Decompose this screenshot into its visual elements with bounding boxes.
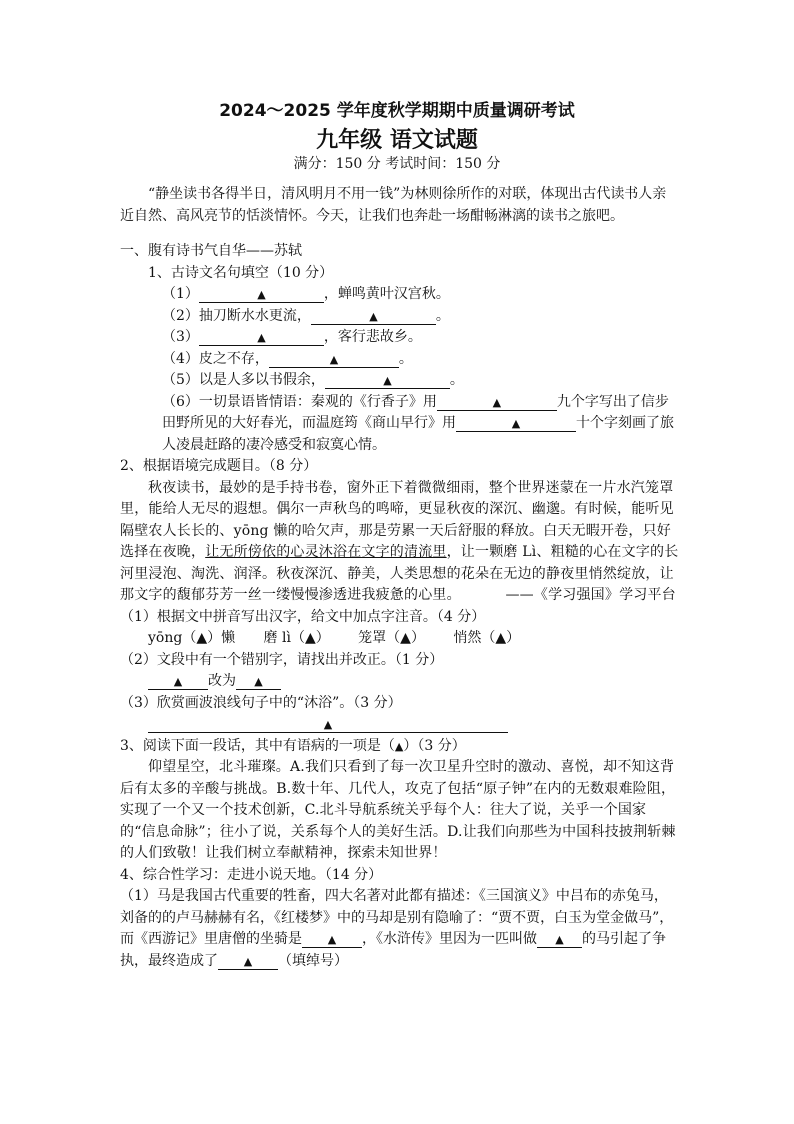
- q1-title: 1、古诗文名句填空（10 分）: [148, 264, 334, 281]
- q4-1-blank-1[interactable]: ▲: [302, 933, 362, 948]
- q1-item-3-blank[interactable]: ▲: [199, 331, 324, 346]
- q1-item-2-post: 。: [435, 307, 450, 324]
- q2-passage-b: ，让一颗磨 Lì、粗糙的心在文字的长河里浸泡、淘洗、润泽。秋夜深沉、静美，人类思想的花朵在无边的静夜里悄然绽放，让那文字的馥郁芬芳一丝一缕慢慢渗透进我疲惫的心里。: [120, 544, 679, 603]
- q1-item-5-blank[interactable]: ▲: [325, 374, 450, 389]
- q3-passage: 仰望星空，北斗璀璨。A.我们只看到了每一次卫星升空时的激动、喜悦，却不知这背后有太多的辛酸与挑战。B.数十年、几代人，攻克了包括“原子钟”在内的无数艰难险阻，实现了一个又一个技术创新，C.北斗导航系统关乎每个人：往大了说，关乎一个国家的“信息命脉”；往小了说，关系每个人的美好生活。D.让我们向那些为中国科技披荆斩棘的人们致敬！让我们树立奉献精神，探索未知世界！: [120, 759, 676, 861]
- exam-body: [120, 178, 680, 972]
- q1-item-1-pre: （1）: [162, 286, 199, 302]
- q2-passage: [120, 478, 680, 607]
- q2-3: （3）欣赏画波浪线句子中的“沐浴”。（3 分）: [120, 694, 402, 711]
- q4-1-text-d: （填绰号）: [278, 952, 348, 969]
- q2-2: （2）文段中有一个错别字，请找出并改正。（1 分）: [120, 651, 444, 668]
- q1-item-2-blank[interactable]: ▲: [311, 310, 436, 325]
- q1-item-6-blank-2[interactable]: ▲: [456, 417, 576, 432]
- q2-1: （1）根据文中拼音写出汉字，给文中加点字注音。（4 分）: [120, 608, 486, 625]
- q4-1-blank-3[interactable]: ▲: [218, 955, 278, 970]
- q1-item-4-post: 。: [398, 350, 413, 367]
- q2-1-option-qiao[interactable]: 悄然（▲）: [453, 630, 521, 646]
- q2-2-blank-right[interactable]: ▲: [236, 675, 281, 690]
- q3-title: [120, 736, 680, 758]
- q2-2-answer: [120, 671, 680, 693]
- q2-3-answer: [120, 714, 680, 736]
- q1-item-6-text-c: 十个字刻画了旅人凌晨赶路的凄冷感受和寂寞心情。: [162, 415, 674, 453]
- section1-title: 一、腹有诗书气自华——苏轼: [120, 243, 302, 259]
- q2-2-blank-wrong[interactable]: ▲: [148, 675, 208, 690]
- q2-1-option-yong[interactable]: yōng（▲）懒: [148, 630, 236, 646]
- q1-item-5-pre: （5）以是人多以书假余，: [162, 372, 325, 388]
- q2-2-mid: 改为: [208, 673, 236, 689]
- q1-item-3: [120, 327, 680, 349]
- exam-title: 2024～2025 学年度秋学期期中质量调研考试: [219, 101, 575, 121]
- q2-source: ——《学习强国》学习平台: [505, 587, 676, 603]
- q4-1-text-a: （1）马是我国古代重要的牲畜，四大名著对此都有描述：《三国演义》中吕布的赤兔马，刘备的的卢马赫赫有名，《红楼梦》中的马却是别有隐喻了：“贾不贾，白玉为堂金做马”，而《西游记》里唐僧的坐骑是: [120, 888, 674, 947]
- q1-item-4-pre: （4）皮之不存，: [162, 350, 269, 367]
- q4-1-text-b: ，《水浒传》里因为一匹叫做: [362, 931, 537, 947]
- q1-item-2: [120, 306, 680, 328]
- q1-item-4: [120, 349, 680, 371]
- intro-paragraph: “静坐读书各得半日，清风明月不用一钱”为林则徐所作的对联，体现出古代读书人亲近自然、高风亮节的恬淡情怀。今天，让我们也奔赴一场酣畅淋漓的读书之旅吧。: [120, 186, 667, 224]
- q1-item-5-post: 。: [449, 372, 464, 388]
- q3-title-a: 3、阅读下面一段话，其中有语病的一项是（: [120, 737, 395, 754]
- q1-item-4-blank[interactable]: ▲: [269, 353, 399, 368]
- q2-1-option-zhao[interactable]: 笼罩（▲）: [358, 630, 425, 646]
- q1-item-6-text-a: （6）一切景语皆情语：秦观的《行香子》用: [162, 393, 437, 410]
- q1-item-3-post: ，客行悲故乡。: [323, 329, 422, 345]
- q1-item-1-blank[interactable]: ▲: [199, 288, 324, 303]
- q4-1: [120, 886, 680, 972]
- q1-item-5: [120, 370, 680, 392]
- q2-1-options: [120, 628, 680, 650]
- q2-title: 2、根据语境完成题目。（8 分）: [120, 458, 318, 474]
- q2-passage-a: 秋夜读书，最妙的是手持书卷，窗外正下着微微细雨，整个世界迷蒙在一片水汽笼罩里，能给人无尽的遐想。偶尔一声秋鸟的鸣啼，更显秋夜的深沉、幽邈。有时候，能听见隔壁农人长长的、yōng 懒的哈欠声，那是劳累一天后舒服的释放。白天无暇开卷，只好选择在夜晚，: [120, 479, 674, 560]
- q1-item-6-blank-1[interactable]: ▲: [437, 396, 557, 411]
- exam-meta: 满分：150 分 考试时间：150 分: [293, 156, 501, 172]
- exam-subtitle: 九年级 语文试题: [316, 128, 478, 153]
- q4-1-blank-2[interactable]: ▲: [537, 933, 582, 948]
- q1-item-2-pre: （2）抽刀断水水更流，: [162, 307, 311, 324]
- q2-passage-wavy-sentence: 让无所傍依的心灵沐浴在文字的清流里: [205, 544, 447, 560]
- q1-item-1-post: ，蝉鸣黄叶汉宫秋。: [323, 286, 450, 302]
- q4-1-text-c: 的马引起了争执，最终造成了: [120, 931, 666, 969]
- q3-title-b: ）（3 分）: [403, 737, 466, 754]
- q2-3-blank[interactable]: ▲: [148, 718, 508, 733]
- q1-item-6-text-b: 九个字写出了信步田野所见的大好春光，而温庭筠《商山早行》用: [162, 393, 669, 431]
- q1-item-3-pre: （3）: [162, 329, 199, 345]
- q2-1-option-li[interactable]: 磨 lì（▲）: [263, 630, 330, 646]
- q1-item-6: [120, 392, 680, 457]
- q4-title: 4、综合性学习：走进小说天地。（14 分）: [120, 866, 383, 883]
- q3-answer-slot[interactable]: ▲: [394, 739, 404, 753]
- q1-item-1: [120, 284, 680, 306]
